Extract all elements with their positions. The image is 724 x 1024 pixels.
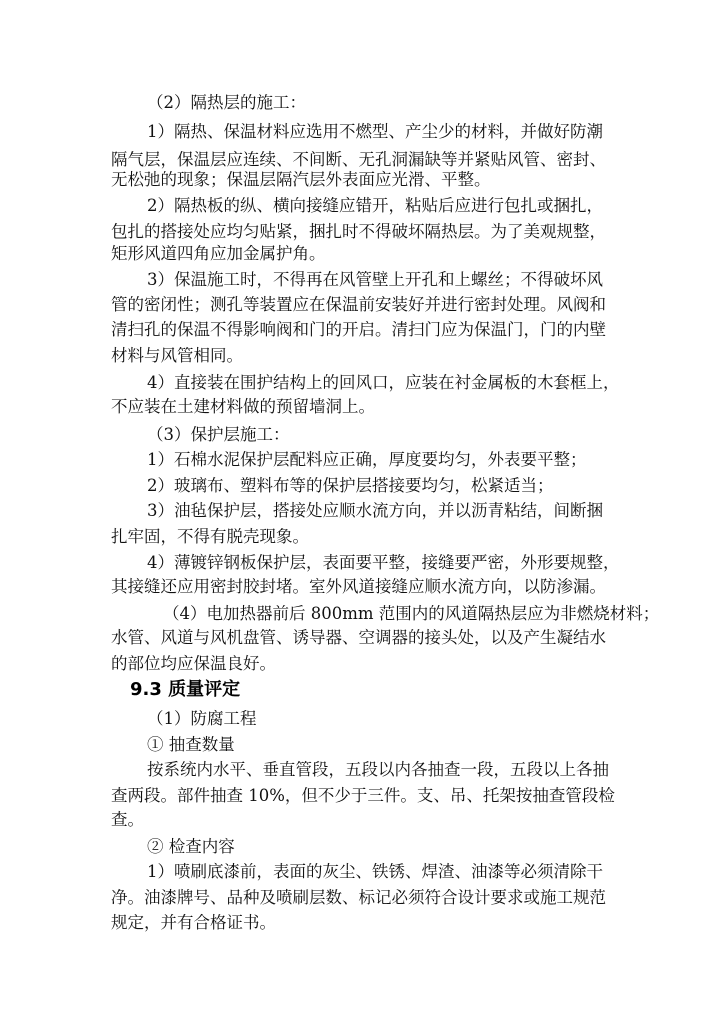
paragraph-line: 2）玻璃布、塑料布等的保护层搭接要均匀，松紧适当；	[147, 476, 554, 495]
paragraph-line: 不应装在土建材料做的预留墙洞上。	[111, 397, 375, 416]
subsection-heading-insulation: （2）隔热层的施工：	[147, 93, 306, 112]
item-heading-sampling: ① 抽查数量	[147, 735, 235, 754]
paragraph-line: 净。油漆牌号、品种及喷刷层数、标记必须符合设计要求或施工规范	[111, 888, 606, 907]
paragraph-line: 包扎的搭接处应均匀贴紧，捆扎时不得破坏隔热层。为了美观规整，	[111, 222, 606, 241]
paragraph-line: 无松弛的现象；保温层隔汽层外表面应光滑、平整。	[111, 170, 491, 189]
paragraph-line: 扎牢固，不得有脱壳现象。	[111, 527, 309, 546]
paragraph-line: 其接缝还应用密封胶封堵。室外风道接缝应顺水流方向，以防渗漏。	[111, 577, 606, 596]
paragraph-line: 3）油毡保护层，搭接处应顺水流方向，并以沥青粘结，间断捆	[147, 501, 603, 520]
paragraph-line: 查。	[111, 810, 144, 829]
paragraph-line: 管的密闭性；测孔等装置应在保温前安装好并进行密封处理。风阀和	[111, 295, 606, 314]
section-heading-quality: 9.3 质量评定	[130, 679, 241, 700]
paragraph-line: 隔气层，保温层应连续、不间断、无孔洞漏缺等并紧贴风管、密封、	[111, 150, 606, 169]
paragraph-line: 材料与风管相同。	[111, 346, 243, 365]
paragraph-line: 清扫孔的保温不得影响阀和门的开启。清扫门应为保温门，门的内壁	[111, 320, 606, 339]
paragraph-line: 的部位均应保温良好。	[111, 654, 276, 673]
paragraph-line: 1）石棉水泥保护层配料应正确，厚度要均匀，外表要平整；	[147, 450, 587, 469]
paragraph-line: 2）隔热板的纵、横向接缝应错开，粘贴后应进行包扎或捆扎，	[147, 196, 603, 215]
paragraph-line: 4）薄镀锌钢板保护层，表面要平整，接缝要严密，外形要规整，	[147, 553, 620, 572]
paragraph-line: 按系统内水平、垂直管段，五段以内各抽查一段，五段以上各抽	[147, 760, 609, 779]
subsection-heading-protection: （3）保护层施工：	[147, 425, 290, 444]
paragraph-line: 4）直接装在围护结构上的回风口，应装在衬金属板的木套框上，	[147, 373, 620, 392]
paragraph-line: 查两段。部件抽查 10%，但不少于三件。支、吊、托架按抽查管段检	[111, 786, 615, 805]
paragraph-line: 矩形风道四角应加金属护角。	[111, 244, 326, 263]
paragraph-line: 规定，并有合格证书。	[111, 913, 276, 932]
paragraph-line: 1）隔热、保温材料应选用不燃型、产尘少的材料，并做好防潮	[147, 122, 603, 141]
paragraph-line: 水管、风道与风机盘管、诱导器、空调器的接头处，以及产生凝结水	[111, 628, 606, 647]
paragraph-line: 1）喷刷底漆前，表面的灰尘、铁锈、焊渣、油漆等必须清除干	[147, 862, 603, 881]
paragraph-line: 3）保温施工时，不得再在风管壁上开孔和上螺丝；不得破坏风	[147, 270, 603, 289]
paragraph-line: （4）电加热器前后 800mm 范围内的风道隔热层应为非燃烧材料；	[163, 604, 660, 623]
item-heading-inspection: ② 检查内容	[147, 837, 235, 856]
subsection-heading-anticorrosion: （1）防腐工程	[147, 709, 257, 728]
